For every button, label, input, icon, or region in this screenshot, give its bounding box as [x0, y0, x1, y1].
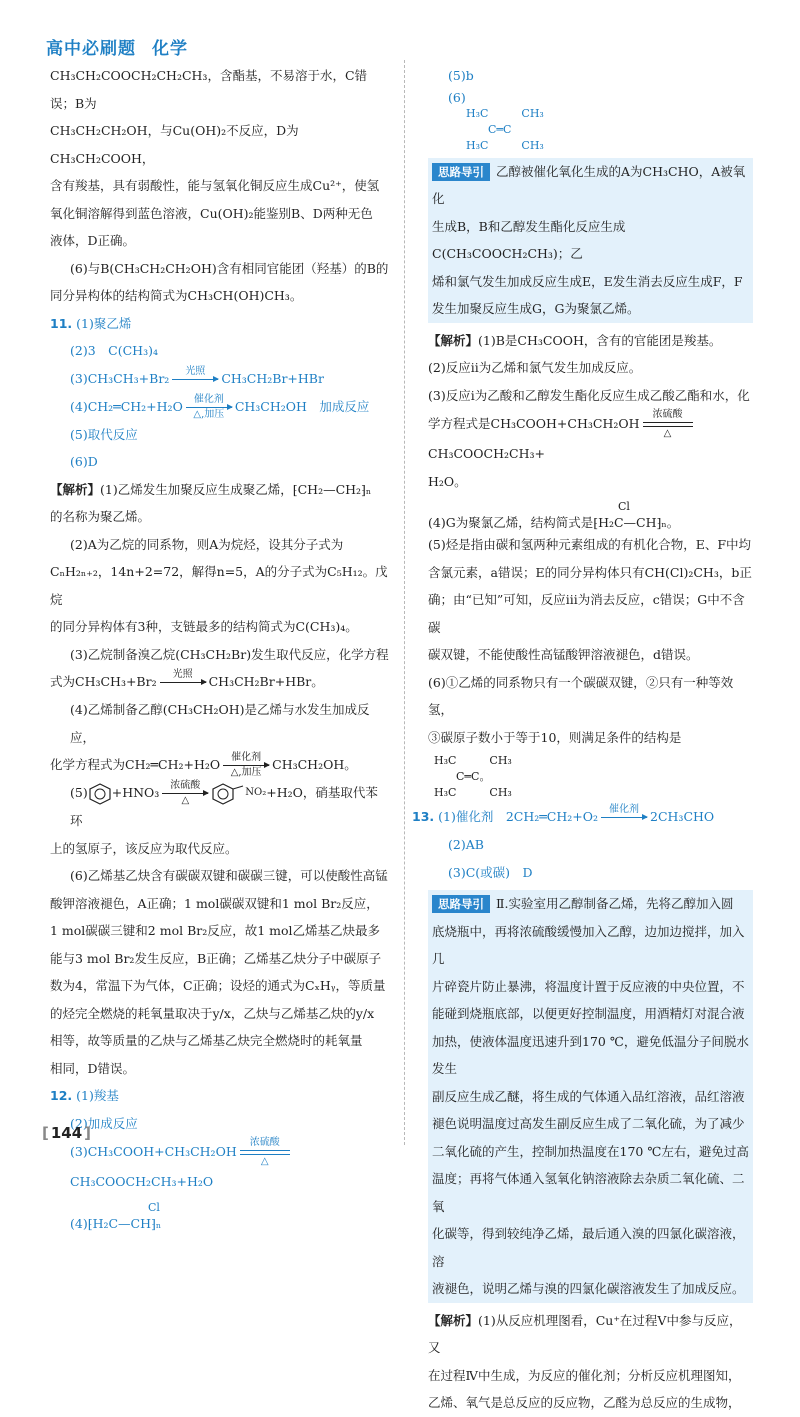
right-column [412, 62, 753, 1417]
text-line: 能与3 mol Br₂发生反应，B正确；乙烯基乙炔分子中碳原子 [50, 950, 382, 966]
text-line: (6)乙烯基乙炔含有碳碳双键和碳碳三键，可以使酸性高锰 [70, 868, 388, 883]
hint-box: 思路导引 乙醇被催化氧化生成的A为CH₃CHO，A被氧化 生成B，B和乙醇发生酯化反应生成C(CH₃COOCH₂CH₃)；乙 烯和氯气发生加成反应生成E，E发生消去反应生成F，F 发生加聚反应生成G，G为聚氯乙烯。 [428, 158, 753, 323]
benzene-ring-icon [88, 783, 112, 805]
text-line: 数为4，常温下为气体，C正确；设烃的通式为CₓHᵧ，等质量 [50, 978, 386, 993]
answer-equation: (3)CH₃COOH+CH₃CH₂OH 浓硫酸 △ CH₃COOCH₂CH₃+H₂O [50, 1137, 390, 1196]
analysis-paragraph: 【解析】(1)从反应机理图看，Cu⁺在过程Ⅴ中参与反应，又 [428, 1312, 742, 1355]
answer-line: (6)D [70, 454, 98, 469]
text-line: 含氯元素，a错误；E的同分异构体只有CH(Cl)₂CH₃，b正 [428, 564, 752, 580]
text-line: (2)A为乙烷的同系物，则A为烷烃，设其分子式为 [70, 536, 344, 552]
text-line: CH₃CH₂CH₂OH，与Cu(OH)₂不反应，D为CH₃CH₂COOH， [50, 123, 299, 166]
answer-equation: (3)CH₃CH₃+Br₂ 光照 CH₃CH₂Br+HBr [70, 365, 324, 386]
equation-line: 式为CH₃CH₃+Br₂ 光照 CH₃CH₂Br+HBr。 [50, 669, 324, 689]
text-line: 相等，故等质量的乙炔与乙烯基乙炔完全燃烧时的耗氧量 [50, 1033, 363, 1048]
text-line: (3)乙烷制备溴乙烷(CH₃CH₂Br)发生取代反应，化学方程 [70, 646, 389, 662]
answer-structure: (6) H₃C CH₃ C═C H₃C CH₃ [448, 89, 544, 152]
text-line: 相同，D错误。 [50, 1060, 136, 1076]
column-divider [404, 60, 405, 1145]
answer-equation: (4)CH₂═CH₂+H₂O 催化剂 △,加压 CH₃CH₂OH 加成反应 [70, 393, 370, 420]
analysis-paragraph: 【解析】(1)B是CH₃COOH，含有的官能团是羧基。 [428, 332, 722, 348]
text-line: 碳双键，不能使酸性高锰酸钾溶液褪色，d错误。 [428, 647, 699, 662]
text-line: (6)与B(CH₃CH₂CH₂OH)含有相同官能团（羟基）的B的 [70, 260, 389, 276]
nitrobenzene-ring-icon [211, 783, 245, 805]
text-line: (5)烃是指由碳和氢两种元素组成的有机化合物，E、F中均 [428, 537, 752, 552]
hint-label: 思路导引 [432, 163, 490, 181]
equation-line: (5) +HNO₃ 浓硫酸 △ $^{NO_2}$+H₂O，硝基取代苯环 [70, 780, 378, 828]
text-line: (3)反应ⅰ为乙酸和乙醇发生酯化反应生成乙酸乙酯和水，化 [428, 387, 750, 403]
text-line: 氧化铜溶解得到蓝色溶液，Cu(OH)₂能鉴别B、D两种无色 [50, 205, 373, 221]
equation-line: 学方程式是CH₃COOH+CH₃CH₂OH 浓硫酸 △ CH₃COOCH₂CH₃+ [428, 409, 753, 468]
text-line: 液体，D正确。 [50, 233, 136, 248]
answer-line: (2)3 C(CH₃)₄ [70, 343, 158, 358]
equation-line: 化学方程式为CH₂═CH₂+H₂O 催化剂 △,加压 CH₃CH₂OH。 [50, 752, 357, 778]
question-number: 13. [412, 809, 435, 824]
text-line: 含有羧基，具有弱酸性，能与氢氧化铜反应生成Cu²⁺，使氢 [50, 178, 380, 193]
answer-line: (3)C(或碳) D [448, 864, 533, 880]
text-line: 的烃完全燃烧的耗氧量取决于y/x，乙炔与乙烯基乙炔的y/x [50, 1005, 375, 1021]
question-number: 12. [50, 1088, 73, 1103]
hint-box: 思路导引 Ⅱ.实验室用乙醇制备乙烯，先将乙醇加入圆 底烧瓶中，再将浓硫酸缓慢加入乙醇，边加边搅拌，加入几 片碎瓷片防止暴沸，将温度计置于反应液的中央位置，不 能碰到烧瓶底部，以便更好控制温度，用酒精灯对混合液 加热，使液体温度迅速升到170 ℃，避免低温分子间脱水发生 副反应生成乙醚，将生成的气体通入品红溶液，品红溶液 褪色说明温度过高发生副反应生成了二氧化硫，为了减少 二氧化硫的产生，控制加热温度在170 ℃左右，避免过高 温度；再将气体通入氢氧化钠溶液除去杂质二氧化硫、二氧 化碳等，得到较纯净乙烯，最后通入溴的四氯化碳溶液，溶 液褪色，说明乙烯与溴的四氯化碳溶液发生了加成反应。 [428, 890, 753, 1303]
text-line: 1 mol碳碳三键和2 mol Br₂反应，故1 mol乙烯基乙炔最多 [50, 923, 381, 938]
question-number: 11. [50, 315, 73, 331]
structure-line: Cl (4)G为聚氯乙烯，结构简式是⁅H₂C—CH⁆ₙ。 [428, 500, 680, 530]
text-line: H₂O。 [428, 473, 467, 489]
text-line: 确；由“已知”可知，反应ⅲ为消去反应，c错误；G中不含碳 [428, 592, 745, 635]
text-line: 的名称为聚乙烯。 [50, 509, 151, 524]
question-11-answer: 11. (1)聚乙烯 [50, 315, 132, 331]
question-13-answer: 13. (1)催化剂 2CH₂═CH₂+O₂ 催化剂 2CH₃CHO [412, 804, 715, 824]
page-number: [ 144 ] [42, 1124, 91, 1142]
answer-line: (2)AB [448, 837, 484, 852]
text-line: (2)反应ⅱ为乙烯和氯气发生加成反应。 [428, 360, 642, 375]
text-line: (4)乙烯制备乙醇(CH₃CH₂OH)是乙烯与水发生加成反应， [70, 702, 370, 745]
left-column [50, 62, 390, 1232]
text-line: (6)①乙烯的同系物只有一个碳碳双键，②只有一种等效氢， [428, 674, 734, 717]
analysis-paragraph: 【解析】(1)乙烯发生加聚反应生成聚乙烯，⁅CH₂—CH₂⁆ₙ [50, 481, 372, 497]
answer-line: (5)b [448, 68, 474, 83]
text-line: 的同分异构体有3种，支链最多的结构简式为C(CH₃)₄。 [50, 619, 358, 634]
page-header [46, 34, 204, 59]
text-line: 在过程Ⅳ中生成，为反应的催化剂；分析反应机理图知， [428, 1367, 741, 1383]
answer-structure: Cl (4)⁅H₂C—CH⁆ₙ [70, 1200, 162, 1231]
text-line: ③碳原子数小于等于10，则满足条件的结构是 [428, 729, 682, 745]
subject-title: 化学 [152, 39, 188, 59]
text-line: 同分异构体的结构简式为CH₃CH(OH)CH₃。 [50, 288, 303, 303]
text-line: 乙烯、氧气是总反应的反应物，乙醛为总反应的生成物， [428, 1395, 741, 1410]
text-line: CH₃CH₂COOCH₂CH₂CH₃，含酯基，不易溶于水，C错误；B为 [50, 68, 368, 111]
answer-line: (2)加成反应 [70, 1115, 138, 1131]
hint-label: 思路导引 [432, 895, 490, 913]
question-12-answer: 12. (1)羧基 [50, 1088, 119, 1103]
text-line: 酸钾溶液褪色，A正确；1 mol碳碳双键和1 mol Br₂反应， [50, 895, 379, 911]
structure-formula: H₃C CH₃ C═C。 H₃C CH₃ [434, 754, 512, 799]
text-line: CₙH₂ₙ₊₂，14n+2=72，解得n=5，A的分子式为C₅H₁₂。戊烷 [50, 564, 388, 607]
text-line: 上的氢原子，该反应为取代反应。 [50, 840, 238, 856]
answer-line: (5)取代反应 [70, 426, 138, 442]
series-title: 高中必刷题 [46, 39, 136, 59]
